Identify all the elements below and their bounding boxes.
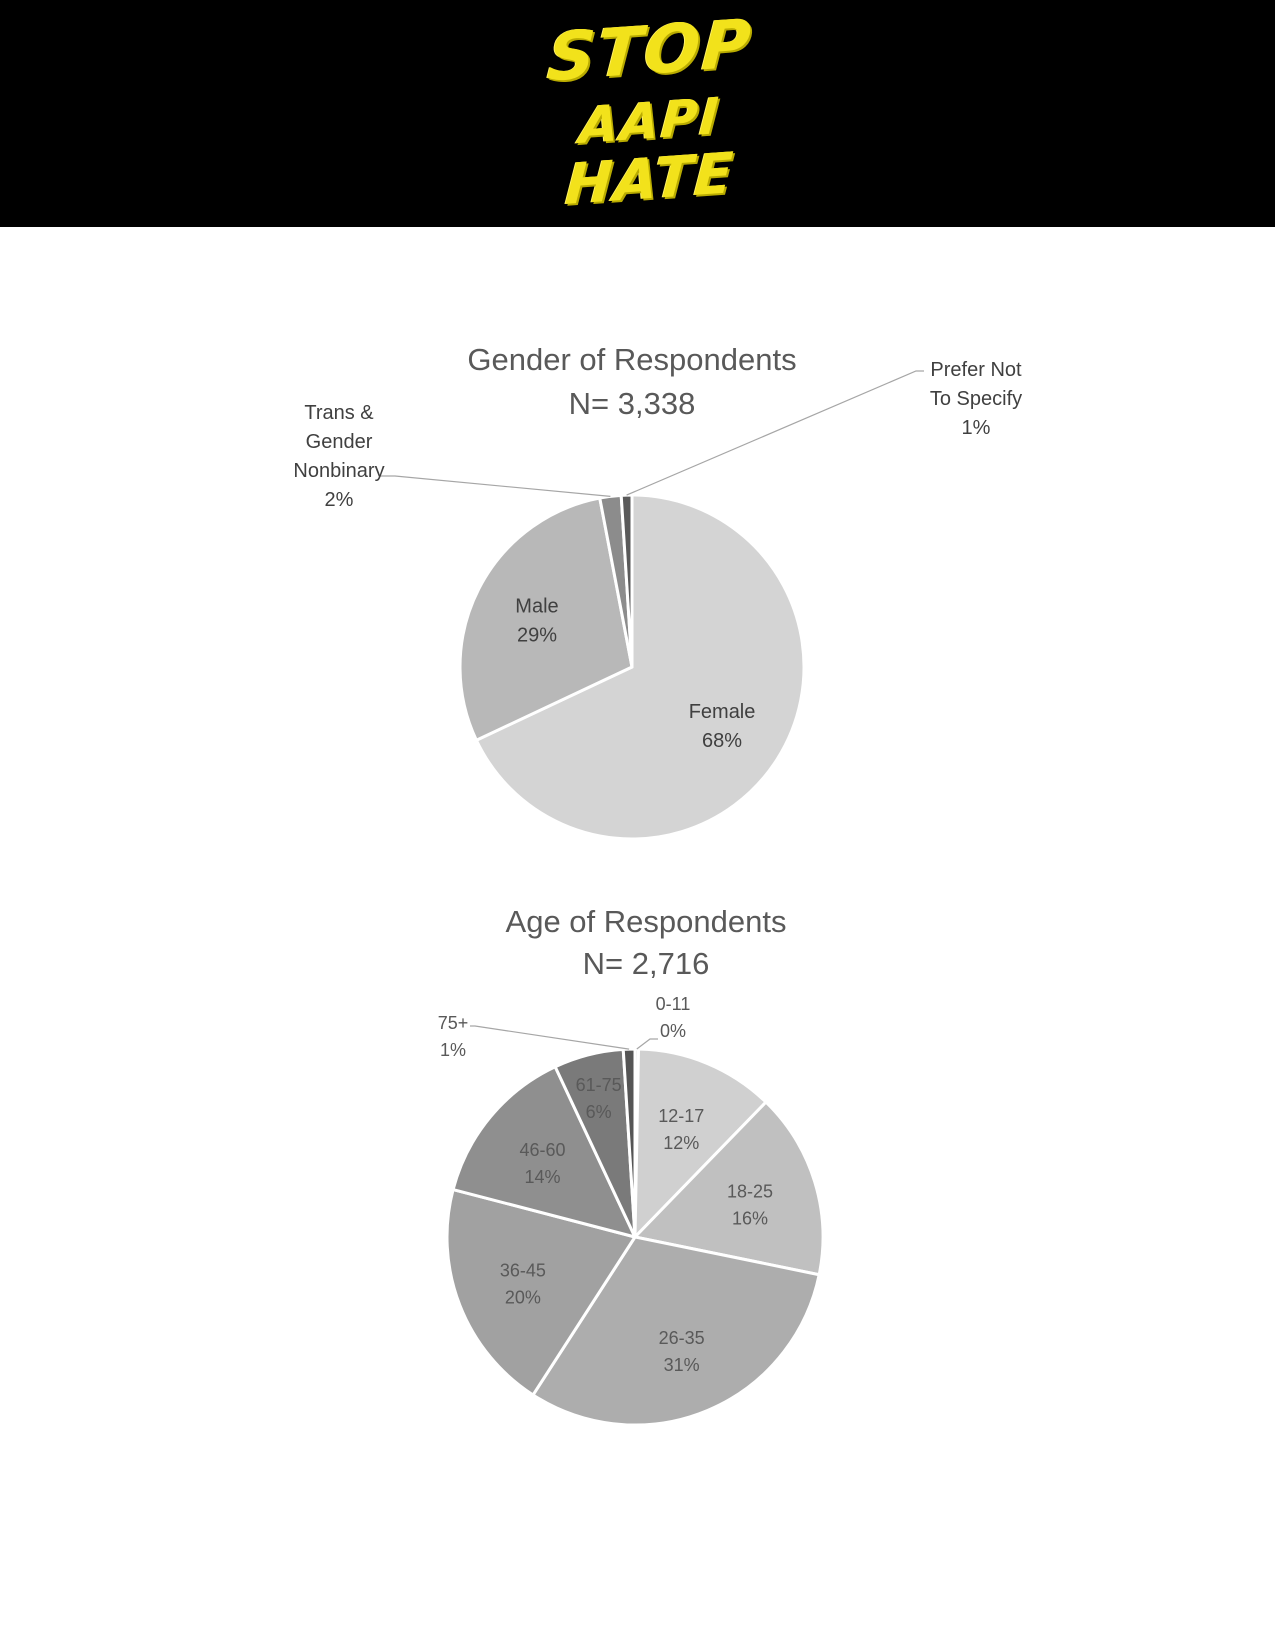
age-label-0-11: 0-11 0%: [655, 994, 691, 1041]
age-label-36-45: 36-45 20%: [499, 1260, 546, 1308]
age-slices: [447, 1049, 823, 1425]
gender-slices: [460, 495, 804, 839]
gender-label-male: Male 29%: [515, 595, 559, 647]
gender-chart-subtitle: N= 3,338: [568, 386, 696, 421]
gender-label-prefer-not-to-specify: Prefer Not To Specify 1%: [929, 359, 1023, 439]
gender-chart-title: Gender of Respondents: [467, 342, 797, 377]
age-leader-0-11: [637, 1039, 658, 1049]
header-banner: [0, 0, 1275, 227]
gender-pie-chart: [0, 330, 1275, 850]
age-pie-chart: [0, 895, 1275, 1435]
gender-leader-trans: [380, 476, 610, 496]
gender-label-female: Female 68%: [688, 701, 756, 753]
age-label-12-17: 12-17 12%: [658, 1105, 705, 1153]
age-label-18-25: 18-25 16%: [726, 1181, 774, 1229]
age-label-75plus: 75+ 1%: [437, 1013, 469, 1060]
stop-aapi-hate-logo: [540, 4, 760, 219]
age-label-61-75: 61-75 6%: [575, 1074, 622, 1122]
age-label-46-60: 46-60 14%: [519, 1140, 566, 1188]
logo-line-aapi: AAPI: [577, 86, 723, 156]
logo-line-hate: HATE: [563, 140, 737, 219]
gender-label-trans-gender-nonbinary: Trans & Gender Nonbinary 2%: [293, 402, 385, 511]
age-label-26-35: 26-35 31%: [658, 1327, 705, 1375]
age-leader-75plus: [470, 1026, 629, 1049]
age-chart-title: Age of Respondents: [505, 904, 787, 939]
age-chart-subtitle: N= 2,716: [582, 946, 710, 981]
logo-line-stop: STOP: [545, 4, 756, 97]
